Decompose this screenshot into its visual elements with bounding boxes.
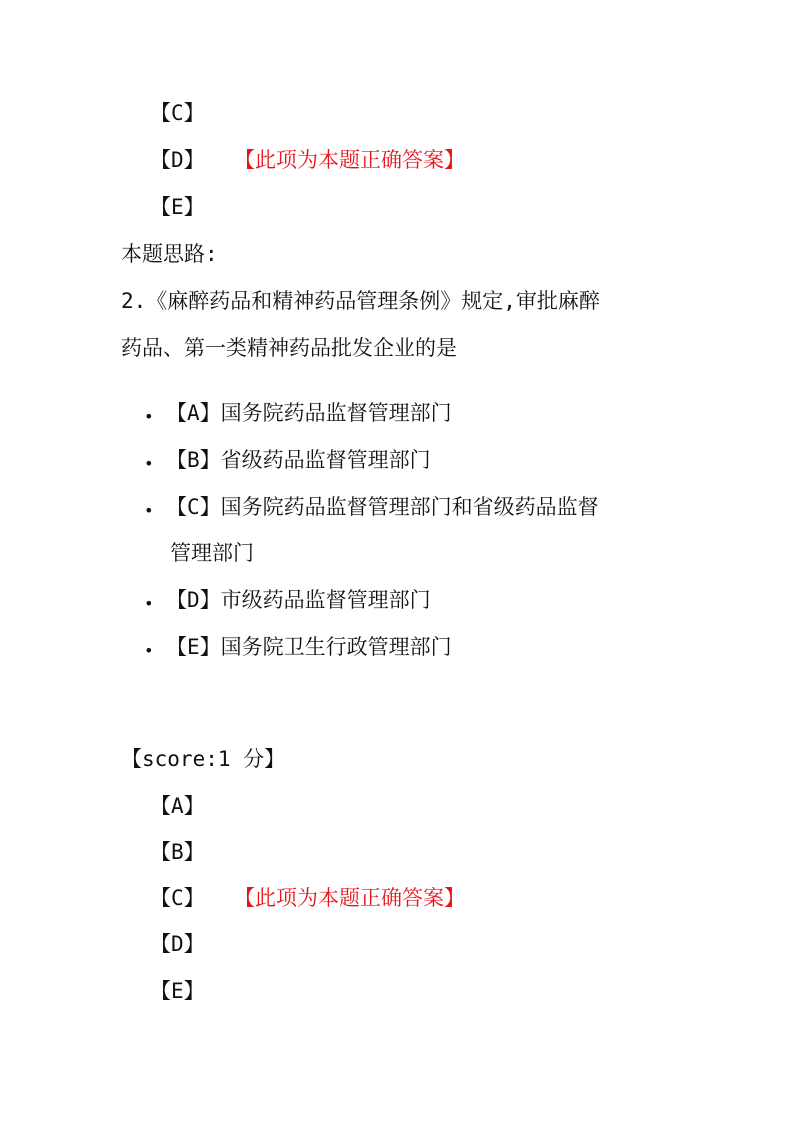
list-bullet: • <box>144 501 154 520</box>
analysis-label: 本题思路: <box>121 242 218 266</box>
score-label: 【score:1 分】 <box>121 747 286 771</box>
answer-e-label: 【E】 <box>150 979 205 1003</box>
correct-answer-marker: 【此项为本题正确答案】 <box>234 148 465 172</box>
answer-d-label: 【D】 <box>150 932 205 956</box>
option-d: 【D】市级药品监督管理部门 <box>166 588 431 612</box>
answer-b-label: 【B】 <box>150 840 205 864</box>
list-bullet: • <box>144 407 154 426</box>
list-bullet: • <box>144 641 154 660</box>
option-c-continuation: 管理部门 <box>170 541 254 565</box>
list-bullet: • <box>144 454 154 473</box>
option-a: 【A】国务院药品监督管理部门 <box>166 401 452 425</box>
question-text-line1: 2.《麻醉药品和精神药品管理条例》规定,审批麻醉 <box>121 289 600 313</box>
question-text-line2: 药品、第一类精神药品批发企业的是 <box>121 336 457 360</box>
answer-a-label: 【A】 <box>150 794 205 818</box>
answer-e-label: 【E】 <box>150 195 205 219</box>
option-b: 【B】省级药品监督管理部门 <box>166 448 431 472</box>
option-e: 【E】国务院卫生行政管理部门 <box>166 635 452 659</box>
answer-c-label: 【C】 <box>150 886 205 910</box>
answer-d-label: 【D】 <box>150 148 205 172</box>
answer-c-label: 【C】 <box>150 101 205 125</box>
option-c: 【C】国务院药品监督管理部门和省级药品监督 <box>166 495 599 519</box>
list-bullet: • <box>144 594 154 613</box>
correct-answer-marker: 【此项为本题正确答案】 <box>234 886 465 910</box>
